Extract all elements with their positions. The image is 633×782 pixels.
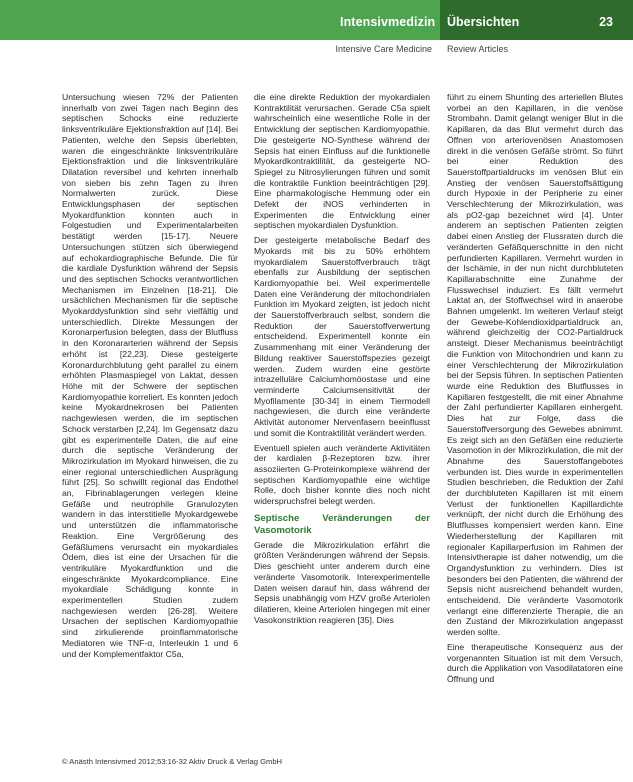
paragraph: führt zu einem Shunting des arteriellen Blutes vorbei an den Kapillaren, in die venöse Strombahn. Damit gelangt weniger Blut in die Kapillaren, da das Blut vermehrt durch das Öffnen von arteriovenösen Anastomosen direkt in die venösen Gefäße strömt. So führt bei einer Reduktion des Sauerstoffpartialdrucks im venösen Blut ein Anstieg der venösen Sauerstoffsättigung durch Hypoxie in der Peripherie zu einer Verschlechterung der Mikrozirkulation, was als pO2-gap bezeichnet wird [4]. Unter anderem an septischen Patienten zeigten dabei einen Anstieg der Flussraten durch die veränderten Gefäßquerschnitte in den nicht perfundierten Kapillaren. Vermehrt wurden in der Ischämie, in der nun nicht durchbluteten Kapillarabschnitte eine Zunahme der Flusswechsel induziert. Es fällt vermehrt Laktat an, der Stoffwechsel wird in anaerobe Bahnen umgelenkt. Im weiteren Verlauf steigt der Gewebe-Kohlendioxidpartialdruck an, während gleichzeitig der CO2-Partialdruck ansteigt. Dieser Mechanismus beeinträchtigt die Funktion von Mitochondrien und kann zu einer Verschlechterung der Mikrozirkulation bei der Sepsis führen. In septischen Patienten wurde eine Reduktion des Blutflusses in Kapillaren festgestellt, die mit einer Abnahme der Zahl perfundierter Kapillaren einhergeht. Dies hat zur Folge, dass die Sauerstoffversorgung des Gewebes abnimmt. Es zeigt sich an den Gefäßen eine reduzierte Vasomotion in der Mikrozirkulation, die mit der Abnahme des Sauerstoffangebotes verbunden ist. Dies wurde in experimentellen Studien beschrieben, die Reduktion der Zahl der durchbluteten Kapillaren ist mit einem Verlust der funktionellen Kapillardichte verknüpft, der nicht durch die Erhöhung des Blutflusses kompensiert werden kann. Eine Wiederherstellung der Kapillaren mit regionaler Kapillarperfusion im Rahmen der Intensivtherapie ist daher notwendig, um die Organdysfunktion zu verhindern. Dies ist besonders bei den Patienten, die während der Sepsis nicht ausreichend behandelt wurden, entscheidend. Die veränderte Vasomotorik verlangt eine differenzierte Therapie, die an den Zustand der Mikrozirkulation angepasst werden sollte. [447, 92, 623, 638]
section-type-en: Review Articles [447, 44, 509, 54]
paragraph: Eventuell spielen auch veränderte Aktivitäten der kardialen β-Rezeptoren bzw. ihrer assoziierten G-Proteinkomplexe während der septischen Kardiomyopathie eine wichtige Rolle, doch bisher konnte dies noch nicht widerspruchsfrei belegt werden. [254, 442, 430, 507]
paragraph: Eine therapeutische Konsequenz aus der vorgenannten Situation ist mit dem Versuch, durch die Applikation von Vasodilatatoren eine Öffnung und [447, 641, 623, 684]
paragraph: Gerade die Mikrozirkulation erfährt die größten Veränderungen während der Sepsis. Dies geschieht unter anderem durch eine veränderte Vasomotorik. Interexperimentelle Daten weisen darauf hin, dass während der Sepsis unabhängig vom HZV große Arteriolen dilatieren, kleine Arteriolen hingegen mit einer Vasokonstriktion reagieren [35]. Dies [254, 539, 430, 625]
header-bar [0, 0, 633, 40]
section-type-de: Übersichten [447, 15, 520, 29]
section-title-en: Intensive Care Medicine [335, 44, 432, 54]
page-number: 23 [599, 15, 613, 29]
section-title-de: Intensivmedizin [340, 15, 436, 29]
footer-citation: © Anästh Intensivmed 2012;53:16-32 Aktiv Druck & Verlag GmbH [62, 757, 283, 766]
text-column-2 [254, 92, 430, 752]
text-column-3 [447, 92, 623, 752]
section-heading: Septische Veränderungen der Vasomotorik [254, 512, 430, 536]
paragraph: Der gesteigerte metabolische Bedarf des Myokards mit bis zu 50% erhöhtem myokardialem Sauerstoffverbrauch trägt ebenfalls zur Ausbildung der septischen Kardiomyopathie bei. Weil experimentelle Daten eine Veränderung der mitochondrialen Funktion im Myokard zeigten, ist jedoch nicht der Sauerstoffverbrauch selbst, sondern die Reduktion der Sauerstoffverwertung entscheidend. Experimentell konnte ein Zusammenhang mit einer Veränderung der Bildung reaktiver Sauerstoffspezies gezeigt werden. Zudem wurden eine gestörte intrazelluläre Calciumhomöostase und eine verminderte Calciumsensitivität der Myofilamente [30-34] in einem Tiermodell nachgewiesen, die durch eine veränderte Aktivität autonomer Nervenfasern beeinflusst und somit die Kontraktilität verändert werden. [254, 235, 430, 438]
text-column-1 [62, 92, 238, 752]
paragraph: die eine direkte Reduktion der myokardialen Kontraktilität verursachen. Gerade C5a spielt wahrscheinlich eine wesentliche Rolle in der Entwicklung der septischen Kardiomyopathie. Die gesteigerte NO-Synthese während der Sepsis hat einen Einfluss auf die funktionelle Myokardkontraktilität, da gesteigerte NO-Spiegel zu Nitrosylierungen führen und somit die kontraktile Funktion beeinträchtigen [29]. Eine pharmakologische Hemmung oder ein Defekt der iNOS verhinderten in Experimenten die Entwicklung einer septischen myokardialen Dysfunktion. [254, 92, 430, 231]
paragraph: Untersuchung wiesen 72% der Patienten innerhalb von zwei Tagen nach Beginn des septischen Schocks eine reduzierte linksventrikuläre Ejektionsfraktion auf [14]. Bei Patienten, welche den Sepsis überlebten, waren die eingeschränkte linksventrikuläre Ejektionsfraktion und die linksventrikuläre Dilatation reversibel und kehrten innerhalb von sieben bis zehn Tagen zu ihren Normalwerten zurück. Diese Entwicklungsphasen der septischen Myokardfunktion konnten auch in Folgestudien und Experimentalarbeiten bestätigt werden [15-17]. Neuere Untersuchungen stützen sich überwiegend auf echokardiographische Befunde. Die für die kardiale Dysfunktion während der Sepsis und des septischen Schocks verantwortlichen Mechanismen im Einzelnen [18-21]. Die ursächlichen Mechanismen für die septische Myokarddysfunktion sind sehr vielfältig und unterschiedlich. Direkte Messungen der Koronarperfusion belegten, dass der Blutfluss in den Koronararterien während der Sepsis erhöht ist [22,23]. Diese gesteigerte Koronardurchblutung geht parallel zu einem erhöhten Plasmaspiegel von Laktat, dessen Höhe mit der Schwere der septischen Kardiomyopathie korreliert. Es konnten jedoch keine Myokardnekrosen bei Patienten nachgewiesen werden, die im septischen Schock verstarben [2,24]. Im Gegensatz dazu gibt es experimentelle Daten, die auf eine durch die septische Veränderung der Mikrozirkulation im Myokard hinweisen, die zu einer regional unterschiedlichen Ausprägung führt [25]. So schwillt regional das Endothel an, Fibrinablagerungen verlegen kleine Gefäße und neutrophile Granulozyten wandern in das interstitielle Myokardgewebe und unterstützen die inflammatorische Reaktion. Eine Vergrößerung des Gefäßlumens verursacht ein myokardiales Ödem, dies ist eine der Ursachen für die ventrikuläre Myokardfunktion und die eingeschränkte Myokardcompliance. Eine myokardiale Schädigung konnte in experimentellen Studien zudem nachgewiesen werden [26-28]. Weitere Ursachen der septischen Kardiomyopathie sind zirkulierende proinflammatorische Mediatoren wie TNF-α, Interleukin 1 und 6 und der Komplementfaktor C5a, [62, 92, 238, 659]
